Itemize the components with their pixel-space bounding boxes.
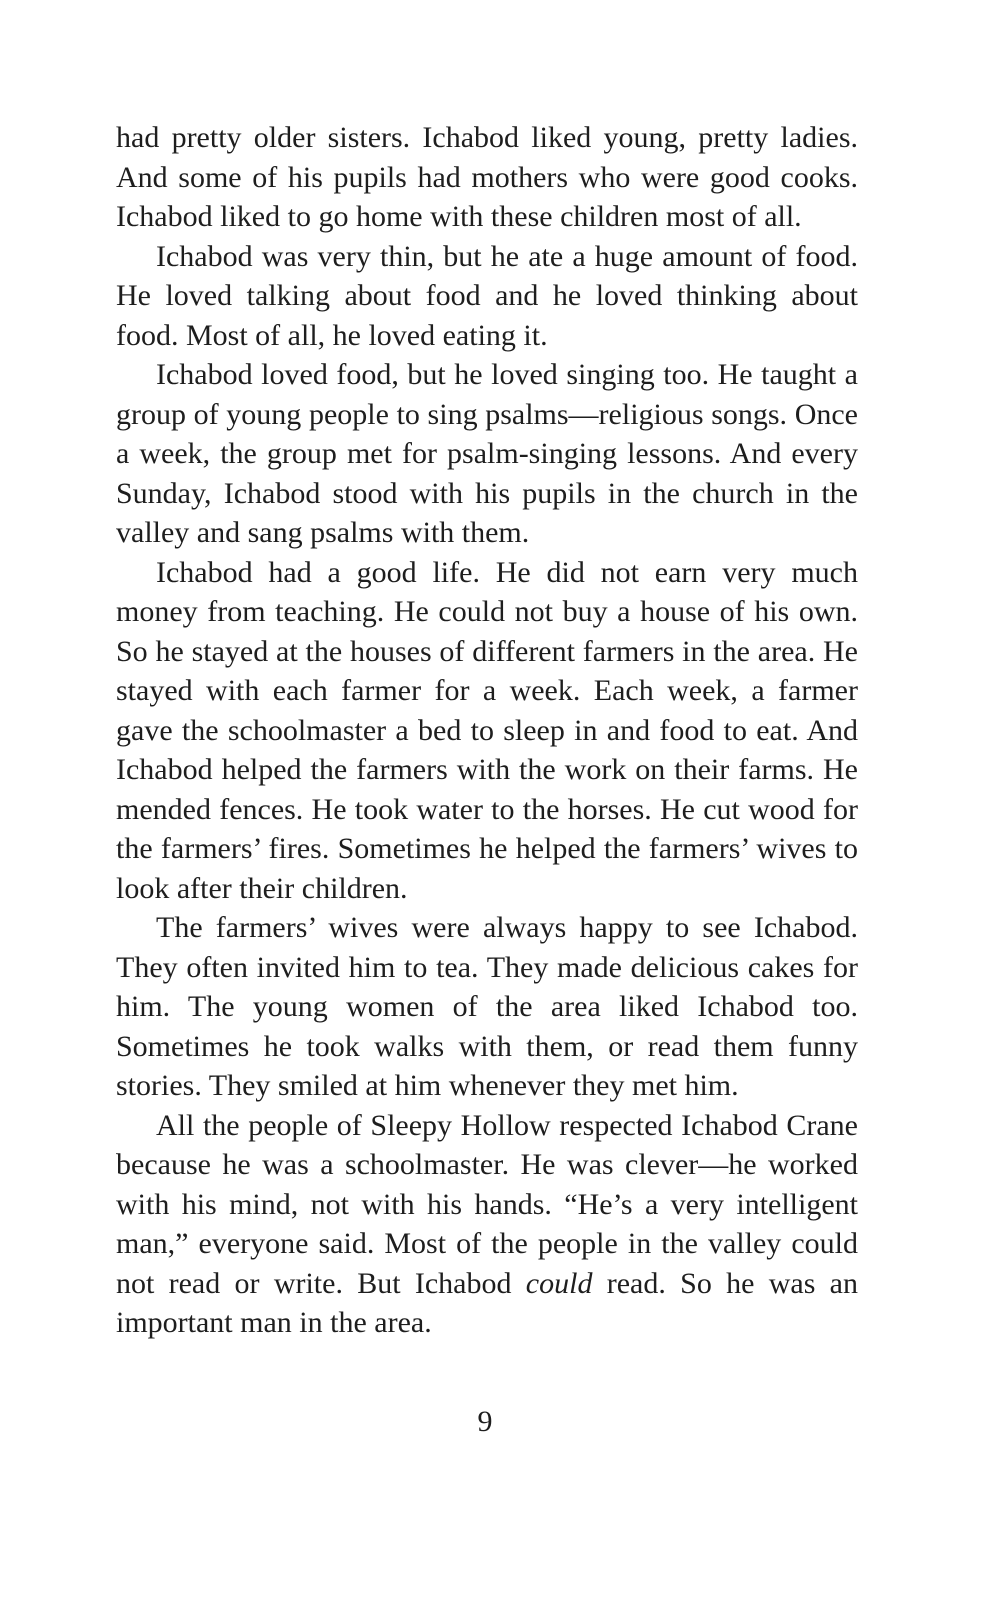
paragraph-1-text: had pretty older sisters. Ichabod liked young, pretty ladies. And some of his pupils had mothers who were good cooks. Ichabod liked to go home with these children most of all.: [116, 121, 858, 233]
paragraph-3-text: Ichabod loved food, but he loved singing too. He taught a group of young people to sing psalms—religious songs. Once a week, the group met for psalm-singing lessons. And every Sunday, Ichabod stood with his pupils in the church in the valley and sang psalms with them.: [116, 358, 858, 549]
paragraph-3: [116, 355, 858, 553]
paragraph-5: [116, 908, 858, 1106]
paragraph-2: [116, 237, 858, 356]
paragraph-5-text: The farmers’ wives were always happy to see Ichabod. They often invited him to tea. They made delicious cakes for him. The young women of the area liked Ichabod too. Sometimes he took walks with them, or read them funny stories. They smiled at him whenever they met him.: [116, 911, 858, 1102]
paragraph-6-text-a: All the people of Sleepy Hollow respected Ichabod Crane because he was a schoolmaster. He was clever—he worked with his mind, not with his hands. “He’s a very intelligent man,” everyone said. Most of the people in the valley could not read or write. But Ichabod: [116, 1108, 858, 1300]
paragraph-4: [116, 553, 858, 909]
body-text: [116, 118, 858, 1343]
paragraph-6-text-b: read. So he was an important man in the area.: [116, 1266, 858, 1339]
paragraph-4-text: Ichabod had a good life. He did not earn very much money from teaching. He could not buy a house of his own. So he stayed at the houses of different farmers in the area. He stayed with each farmer for a week. Each week, a farmer gave the schoolmaster a bed to sleep in and food to eat. And Ichabod helped the farmers with the work on their farms. He mended fences. He took water to the horses. He cut wood for the farmers’ fires. Sometimes he helped the farmers’ wives to look after their children.: [116, 555, 858, 905]
paragraph-1: [116, 118, 858, 237]
page-number: 9: [477, 1405, 493, 1438]
paragraph-2-text: Ichabod was very thin, but he ate a huge amount of food. He loved talking about food and he loved thinking about food. Most of all, he loved eating it.: [116, 239, 858, 352]
paragraph-6-italic-word: could: [525, 1266, 593, 1300]
paragraph-6: [116, 1106, 858, 1343]
